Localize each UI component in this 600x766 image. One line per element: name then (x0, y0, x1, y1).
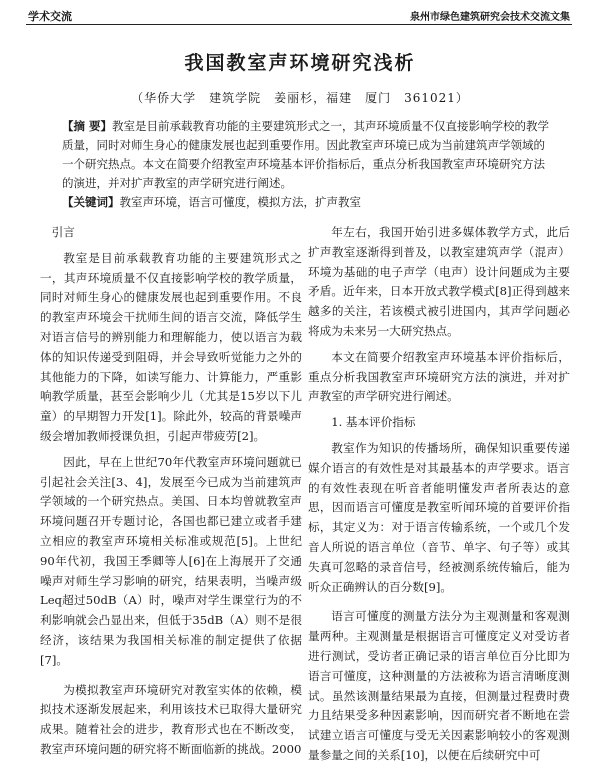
header-section-label: 学术交流 (28, 10, 72, 23)
left-paragraph-2: 因此，早在上世纪70年代教室声环境问题就已引起社会关注[3、4]，发展至今已成为当前建筑声学领域的一个研究热点。美国、日本均曾就教室声环境问题召开专题讨论，各国也都已建立或者手建立相应的教室声环境相关标准或规范[5]。上世纪90年代初，我国王季卿等人[6]在上海展开了交通噪声对师生学习影响的研究，结果表明，当噪声级Leq超过50dB（A）时，噪声对学生课堂行为的不利影响就会凸显出来，但低于35dB（A）则不是很经济，该结果为我国相关标准的制定提供了依据[7]。 (40, 454, 302, 667)
paper-title: 我国教室声环境研究浅析 (184, 52, 416, 74)
keywords-label: 【关键词】 (62, 195, 120, 209)
left-paragraph-3: 为模拟教室声环境研究对教室实体的依赖，模拟技术逐渐发展起来，利用该技术已取得大量研究成果。随着社会的进步，教育形式也在不断改变，教室声环境问题的研究将不断面临新的挑战。2000 (40, 682, 302, 756)
header-rule (26, 24, 572, 25)
section-heading-1: 1. 基本评价指标 (331, 415, 416, 430)
right-paragraph-1: 年左右，我国开始引进多媒体教学方式，此后扩声教室逐渐得到普及，以教室建筑声学（混声）环境为基础的电子声学（电声）设计问题成为主要矛盾。近年来，日本开放式教学模式[8]正得到越来越多的关注，若该模式被引进国内，其声学问题必将成为未来另一大研究热点。 (308, 225, 570, 338)
page-header (0, 0, 600, 28)
abstract (62, 117, 552, 193)
abstract-text: 教室是目前承载教育功能的主要建筑形式之一，其声环境质量不仅直接影响学校的教学质量，同时对师生身心的健康发展也起到重要作用。因此教室声环境已成为当前建筑声学领域的一个研究热点。本文在简要介绍教室声环境基本评价指标后，重点分析我国教室声环境研究方法的演进，并对扩声教室的声学研究进行阐述。 (62, 119, 550, 190)
right-paragraph-4: 语言可懂度的测量方法分为主观测量和客观测量两种。主观测量是根据语言可懂度定义对受访者进行测试，受访者正确记录的语言单位百分比即为语言可懂度，这种测量的方法被称为语言清晰度测试。虽然该测量结果最为直接，但测量过程费时费力且结果受多种因素影响，因而研究者不断地在尝试建立语言可懂度与受无关因素影响较小的客观测量参量之间的关系[10]，以便在后续研究中可 (308, 609, 570, 762)
right-column (308, 223, 570, 766)
keywords-text: 教室声环境，语言可懂度，模拟方法，扩声教室 (119, 195, 361, 209)
right-paragraph-2: 本文在简要介绍教室声环境基本评价指标后，重点分析我国教室声环境研究方法的演进，并对扩声教室的声学研究进行阐述。 (308, 349, 570, 404)
header-publication-name: 泉州市绿色建筑研究会技术交流文集 (410, 12, 570, 23)
keywords (62, 193, 552, 211)
intro-heading: 引言 (51, 225, 75, 239)
left-column (40, 223, 302, 760)
author-affiliation: （华侨大学 建筑学院 姜丽杉，福建 厦门 361021） (131, 91, 469, 105)
right-paragraph-3: 教室作为知识的传播场所，确保知识重要传递媒介语言的有效性是对其最基本的声学要求。语言的有效性表现在听音者能明懂发声者所表达的意思，因而语言可懂度是教室听闻环境的首要评价指标，其定义为：对于语言传输系统，一个或几个发音人所说的语言单位（音节、单字、句子等）或其失真可忽略的录音信号，经被测系统传输后，能为听众正确辨认的百分数[9]。 (308, 440, 570, 594)
abstract-label: 【摘 要】 (62, 119, 113, 133)
left-paragraph-1: 教室是目前承载教育功能的主要建筑形式之一，其声环境质量不仅直接影响学校的教学质量，同时对师生身心的健康发展也起到重要作用。不良的教室声环境会干扰师生间的语言交流，降低学生对语言信号的辨别能力和理解能力，使以语言为载体的知识传递受到阻碍，并会导致听觉能力之外的其他能力的下降，如读写能力、计算能力，严重影响教学质量，甚至会影响少儿（尤其是15岁以下儿童）的早期智力开发[1]。除此外，较高的背景噪声级会增加教师授课负担，引起声带疲劳[2]。 (40, 250, 302, 443)
